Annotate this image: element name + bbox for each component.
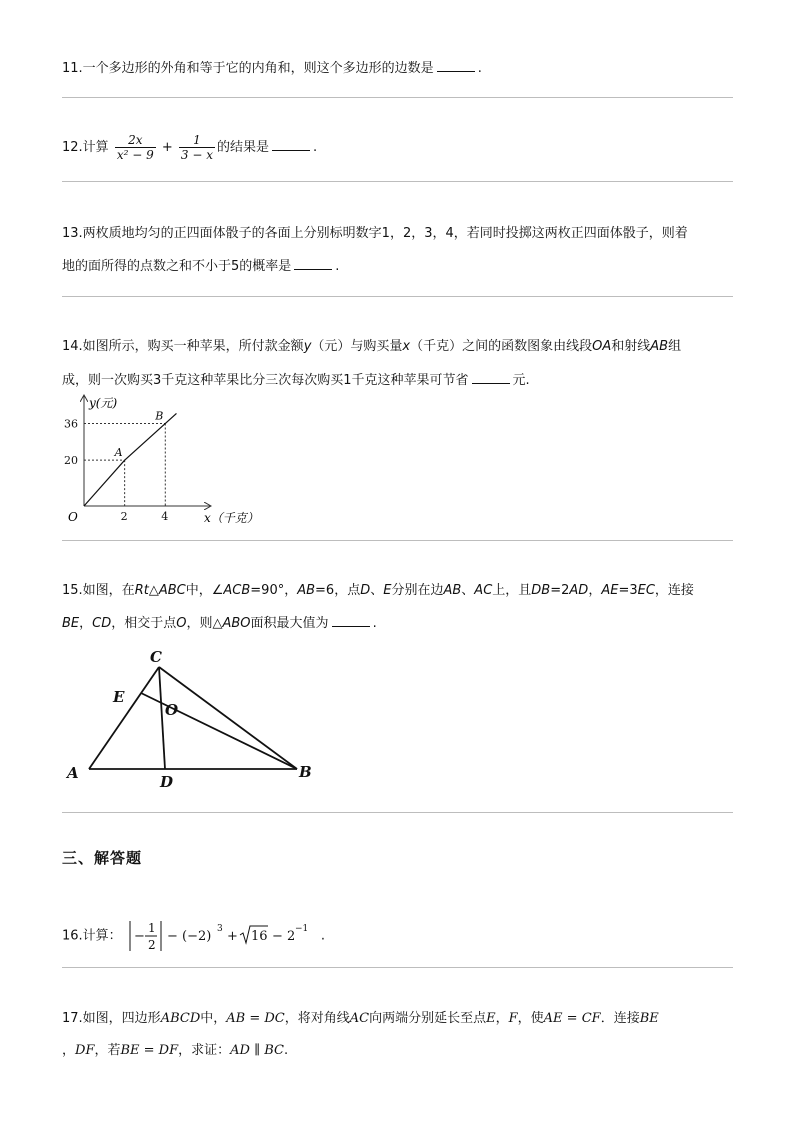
fraction-2x-over-x2-9 (115, 133, 156, 162)
y-tick-label: 20 (64, 454, 78, 468)
q17-text: ，使 (517, 1011, 544, 1026)
question-16 (62, 918, 325, 954)
q15-text: 、 (370, 583, 384, 598)
q14-unit: 元. (512, 373, 530, 388)
var-ae: AE (601, 583, 619, 598)
segment-CB (159, 667, 297, 769)
q17-text: . (283, 1043, 289, 1058)
question-13-line1: 13.两枚质地均匀的正四面体骰子的各面上分别标明数字1，2，3，4，若同时投掷这两枚正四面体骰子，则着 (62, 226, 688, 241)
q14-text: （元）与购买量 (311, 339, 403, 354)
q15-text: =3 (618, 583, 638, 598)
fraction-numerator: 2x (128, 133, 143, 147)
question-15-line1 (62, 582, 694, 600)
answer-blank[interactable] (294, 257, 332, 270)
q15-tail: . (372, 616, 377, 631)
question-14-line1 (62, 338, 681, 356)
math-ab-eq-dc: AB = DC (226, 1011, 285, 1026)
q14-text: 和射线 (611, 339, 651, 354)
math-ae-eq-cf: AE = CF (543, 1011, 601, 1026)
var-ab: AB (443, 583, 462, 598)
q15-text: 15.如图，在 (62, 583, 135, 598)
answer-blank[interactable] (472, 371, 510, 384)
svg-text:− (−2): − (−2) (166, 929, 212, 944)
answer-blank[interactable] (437, 59, 475, 72)
svg-text:16: 16 (250, 929, 268, 944)
q15-text: 面积最大值为 (250, 616, 329, 631)
question-12 (62, 131, 317, 165)
q17-text: ，将对角线 (284, 1011, 350, 1026)
math-be-eq-df: BE = DF (120, 1043, 179, 1058)
var-db: DB (531, 583, 551, 598)
var-OA: OA (592, 339, 612, 354)
q15-text: ， (588, 583, 602, 598)
question-17-line2 (62, 1042, 288, 1060)
plus-sign: + (161, 140, 173, 155)
q15-text: ，连接 (654, 583, 694, 598)
q17-text: ．连接 (600, 1011, 640, 1026)
x-tick-label: 4 (161, 510, 169, 523)
q17-text: ， (62, 1043, 76, 1058)
q15-text: 中， (185, 583, 212, 598)
q17-text: 中， (200, 1011, 227, 1026)
q14-text: （千克）之间的函数图象由线段 (410, 339, 593, 354)
point-label-B: B (155, 409, 164, 423)
svg-text:3: 3 (216, 924, 223, 934)
svg-text:−1: −1 (294, 924, 309, 934)
math-ad-parallel-bc: AD ∥ BC (230, 1043, 284, 1058)
q14-text: 14.如图所示，购买一种苹果，所付款金额 (62, 339, 304, 354)
q15-text: ，则△ (186, 616, 223, 631)
var-x: x (402, 339, 411, 354)
segment-OA (84, 460, 125, 506)
q17-text: ，若 (94, 1043, 121, 1058)
section-heading: 三、解答题 (62, 849, 143, 867)
ray-AB (125, 413, 177, 460)
var-y: y (303, 339, 312, 354)
q11-text: 11.一个多边形的外角和等于它的内角和，则这个多边形的边数是 (62, 61, 434, 76)
q13-tail: . (335, 259, 340, 274)
q11-tail: . (477, 61, 482, 76)
q12-prefix: 12.计算 (62, 140, 109, 155)
math-df: DF (75, 1043, 95, 1058)
math-e: E (486, 1011, 496, 1026)
q15-text: ，相交于点 (111, 616, 177, 631)
q14-text: 组 (668, 339, 682, 354)
q17-text: 17.如图，四边形 (62, 1011, 161, 1026)
fraction-denominator: 3 − x (180, 148, 214, 162)
math-f: F (508, 1011, 518, 1026)
question-11 (62, 59, 482, 78)
question-15-line2 (62, 614, 377, 633)
var-o: O (176, 616, 187, 631)
label-C: C (150, 648, 162, 666)
math-ac: AC (349, 1011, 370, 1026)
var-be: BE (62, 616, 80, 631)
label-O: O (165, 701, 179, 719)
divider (62, 97, 733, 98)
question-13-line2 (62, 257, 339, 276)
divider (62, 296, 733, 297)
divider (62, 181, 733, 182)
q15-text: 分别在边 (391, 583, 444, 598)
point-label-A: A (114, 446, 123, 460)
var-cd: CD (92, 616, 112, 631)
svg-text:2: 2 (147, 938, 156, 952)
var-angle-acb: ∠ACB (211, 583, 251, 598)
svg-text:− 2: − 2 (271, 929, 296, 944)
q12-tail: . (313, 140, 318, 155)
fraction-denominator: x² − 9 (116, 148, 154, 162)
q15-text: =2 (550, 583, 570, 598)
svg-text:+: + (226, 929, 238, 944)
q15-text: 、 (461, 583, 475, 598)
q16-prefix: 16.计算： (62, 928, 122, 944)
label-B: B (299, 763, 312, 781)
var-ac: AC (474, 583, 493, 598)
q15-text: =6，点 (315, 583, 361, 598)
var-e: E (383, 583, 392, 598)
q12-suffix: 的结果是 (217, 140, 270, 155)
segment-AC (89, 667, 159, 769)
triangle-figure (60, 645, 330, 795)
divider (62, 812, 733, 813)
q16-tail: . (320, 928, 325, 944)
svg-text:1: 1 (147, 921, 156, 935)
label-E: E (113, 688, 125, 706)
q17-text: 向两端分别延长至点 (369, 1011, 487, 1026)
function-graph (60, 392, 270, 532)
svg-text:−: − (133, 929, 145, 944)
question-14-line2 (62, 371, 530, 390)
var-rt-abc: Rt△ABC (134, 583, 186, 598)
var-ad: AD (569, 583, 589, 598)
var-ab: AB (297, 583, 316, 598)
y-tick-label: 36 (64, 417, 78, 431)
x-axis-label: x（千克） (204, 511, 259, 525)
var-d: D (360, 583, 371, 598)
q17-text: ， (495, 1011, 509, 1026)
q14-text: 成，则一次购买3千克这种苹果比分三次每次购买1千克这种苹果可节省 (62, 373, 469, 388)
question-17-line1 (62, 1010, 659, 1028)
math-be: BE (639, 1011, 659, 1026)
var-AB: AB (650, 339, 669, 354)
q15-text: =90°， (250, 583, 298, 598)
y-axis-label: y(元) (89, 396, 118, 410)
answer-blank[interactable] (332, 614, 370, 627)
label-D: D (160, 773, 174, 791)
var-ec: EC (637, 583, 655, 598)
q16-expression (126, 918, 321, 954)
q17-text: ，求证： (178, 1043, 231, 1058)
x-tick-label: 2 (120, 510, 128, 523)
q15-text: ， (79, 616, 93, 631)
divider (62, 540, 733, 541)
divider (62, 967, 733, 968)
fraction-1-over-3-x (179, 133, 215, 162)
q13-text: 地的面所得的点数之和不小于5的概率是 (62, 259, 292, 274)
q15-text: 上，且 (492, 583, 532, 598)
label-A: A (67, 764, 79, 782)
math-abcd: ABCD (160, 1011, 201, 1026)
answer-blank[interactable] (272, 138, 310, 151)
fraction-numerator: 1 (193, 133, 201, 147)
var-abo: ABO (222, 616, 251, 631)
origin-label: O (68, 510, 78, 524)
